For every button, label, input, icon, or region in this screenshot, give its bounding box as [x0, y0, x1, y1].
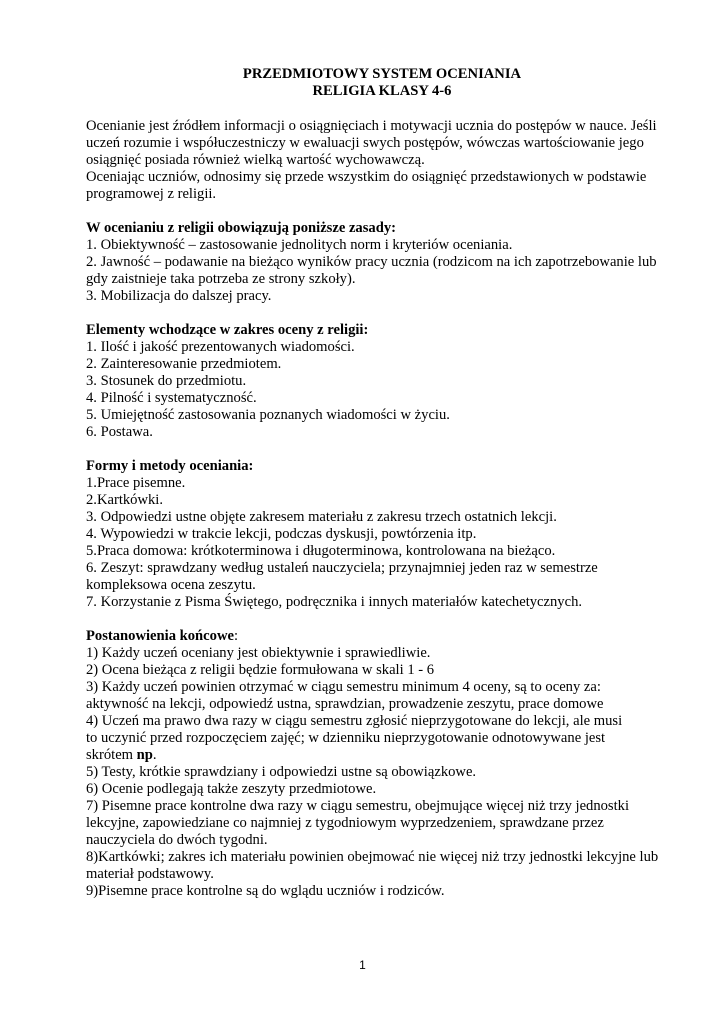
- final-item: 7) Pisemne prace kontrolne dwa razy w ciągu semestru, obejmujące więcej niż trzy jednostki: [86, 798, 630, 814]
- rules-item: 1. Obiektywność – zastosowanie jednolitych norm i kryteriów oceniania.: [86, 237, 513, 253]
- final-item: 2) Ocena bieżąca z religii będzie formułowana w skali 1 - 6: [86, 662, 435, 678]
- elements-item: 4. Pilność i systematyczność.: [86, 390, 257, 406]
- rules-item: 2. Jawność – podawanie na bieżąco wyników pracy ucznia (rodzicom na ich zapotrzebowanie lub: [86, 254, 657, 270]
- final-item: 5) Testy, krótkie sprawdziany i odpowiedzi ustne są obowiązkowe.: [86, 764, 477, 780]
- methods-item: 5.Praca domowa: krótkoterminowa i długoterminowa, kontrolowana na bieżąco.: [86, 543, 556, 559]
- final-heading-colon: :: [233, 628, 239, 644]
- methods-item: 3. Odpowiedzi ustne objęte zakresem materiału z zakresu trzech ostatnich lekcji.: [86, 509, 557, 525]
- final-item: 4) Uczeń ma prawo dwa razy w ciągu semestru zgłosić nieprzygotowane do lekcji, ale musi: [86, 713, 623, 729]
- final-item: 9)Pisemne prace kontrolne są do wglądu uczniów i rodziców.: [86, 883, 445, 899]
- intro-line: programowej z religii.: [86, 186, 217, 202]
- methods-item: 4. Wypowiedzi w trakcie lekcji, podczas dyskusji, powtórzenia itp.: [86, 526, 477, 542]
- page-number: 1: [359, 958, 366, 972]
- methods-item: 7. Korzystanie z Pisma Świętego, podręcznika i innych materiałów katechetycznych.: [86, 594, 583, 610]
- intro-paragraph: [86, 118, 666, 203]
- final-heading-line: [86, 628, 666, 645]
- elements-item: 6. Postawa.: [86, 424, 153, 440]
- methods-item: 1.Prace pisemne.: [86, 475, 186, 491]
- methods-item: 6. Zeszyt: sprawdzany według ustaleń nauczyciela; przynajmniej jeden raz w semestrze: [86, 560, 598, 576]
- methods-item: kompleksowa ocena zeszytu.: [86, 577, 256, 593]
- final-item: aktywność na lekcji, odpowiedź ustna, sprawdzian, prowadzenie zeszytu, prace domowe: [86, 696, 604, 712]
- document-page: [86, 66, 666, 900]
- elements-section: [86, 322, 666, 441]
- final-item: lekcyjne, zapowiedziane co najmniej z tygodniowym wyprzedzeniem, sprawdzane przez: [86, 815, 604, 831]
- rules-heading: W ocenianiu z religii obowiązują poniższe zasady:: [86, 220, 396, 236]
- final-item: 1) Każdy uczeń oceniany jest obiektywnie i sprawiedliwie.: [86, 645, 431, 661]
- final-item-np: [86, 747, 666, 764]
- methods-heading: Formy i metody oceniania:: [86, 458, 254, 474]
- intro-line: uczeń rozumie i współuczestniczy w ewaluacji swych postępów, wówczas wartościowanie jego: [86, 135, 644, 151]
- rules-item: gdy zaistnieje taka potrzeba ze strony szkoły).: [86, 271, 356, 287]
- final-heading: Postanowienia końcowe: [86, 628, 234, 644]
- elements-item: 2. Zainteresowanie przedmiotem.: [86, 356, 282, 372]
- methods-item: 2.Kartkówki.: [86, 492, 164, 508]
- np-abbreviation: np: [136, 747, 153, 763]
- methods-section: [86, 458, 666, 611]
- elements-item: 5. Umiejętność zastosowania poznanych wiadomości w życiu.: [86, 407, 450, 423]
- final-item: 6) Ocenie podlegają także zeszyty przedmiotowe.: [86, 781, 377, 797]
- final-section: [86, 628, 666, 900]
- final-item: materiał podstawowy.: [86, 866, 214, 882]
- elements-item: 3. Stosunek do przedmiotu.: [86, 373, 247, 389]
- np-suffix: .: [152, 747, 157, 763]
- rules-section: [86, 220, 666, 305]
- intro-line: osiągnięć posiada również wielką wartość wychowawczą.: [86, 152, 425, 168]
- elements-item: 1. Ilość i jakość prezentowanych wiadomości.: [86, 339, 355, 355]
- final-item: 3) Każdy uczeń powinien otrzymać w ciągu semestru minimum 4 oceny, są to oceny za:: [86, 679, 601, 695]
- rules-item: 3. Mobilizacja do dalszej pracy.: [86, 288, 272, 304]
- intro-line: Oceniając uczniów, odnosimy się przede wszystkim do osiągnięć przedstawionych w podstawie: [86, 169, 647, 185]
- final-item: to uczynić przed rozpoczęciem zajęć; w dzienniku nieprzygotowanie odnotowywane jest: [86, 730, 606, 746]
- np-prefix: skrótem: [86, 747, 137, 763]
- elements-heading: Elementy wchodzące w zakres oceny z religii:: [86, 322, 369, 338]
- intro-line: Ocenianie jest źródłem informacji o osiągnięciach i motywacji ucznia do postępów w nauce. Jeśli: [86, 118, 657, 134]
- document-title-line-1: PRZEDMIOTOWY SYSTEM OCENIANIA: [242, 66, 522, 82]
- document-title-line-2: RELIGIA KLASY 4-6: [312, 83, 452, 99]
- final-item: nauczyciela do dwóch tygodni.: [86, 832, 268, 848]
- final-item: 8)Kartkówki; zakres ich materiału powinien obejmować nie więcej niż trzy jednostki lekcyjne lub: [86, 849, 659, 865]
